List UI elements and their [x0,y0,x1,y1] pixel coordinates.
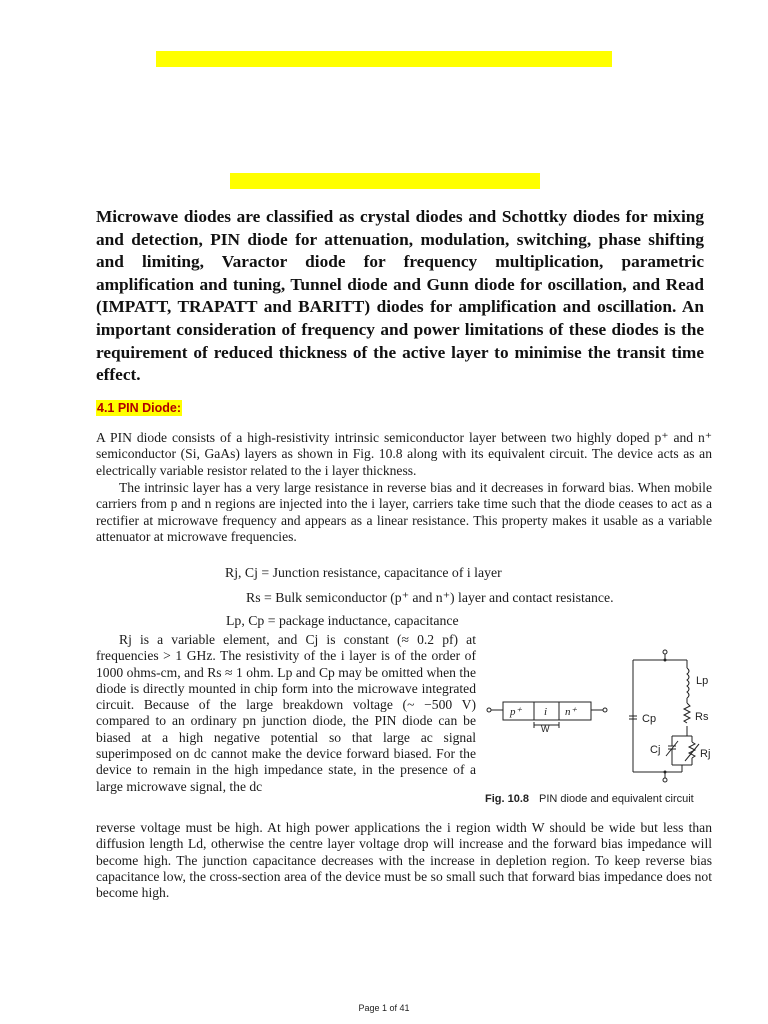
pin-diode-figure [480,640,720,790]
definition-rs: Rs = Bulk semiconductor (p⁺ and n⁺) layer and contact resistance. [246,590,614,605]
paragraph-2: The intrinsic layer has a very large resistance in reverse bias and it decreases in forward bias. When mobile carriers from p and n regions are injected into the i layer, carriers take time such that the diode ceases to act as a rectifier at microwave frequency and appears as a linear resistance. This property makes it usable as a variable attenuator at microwave frequencies. [96,480,712,544]
intro-paragraph: Microwave diodes are classified as crystal diodes and Schottky diodes for mixing and detection, PIN diode for attenuation, modulation, switching, phase shifting and limiting, Varactor diode for frequency multiplication, parametric amplification and tuning, Tunnel diode and Gunn diode for oscillation, and Read (IMPATT, TRAPATT and BARITT) diodes for amplification and oscillation. An important consideration of frequency and power limitations of these diodes is the requirement of reduced thickness of the active layer to minimise the transit time effect. [96,207,704,385]
i-region-label: i [544,706,548,718]
label-rj: Rj [700,748,711,760]
paragraph-4: reverse voltage must be high. At high power applications the i region width W should be wide but less than diffusion length Ld, otherwise the centre layer voltage drop will increase and the forward bias impedance will become high. The junction capacitance decreases with the increase in depletion region. To keep reverse bias capacitance low, the cross-section area of the device must be so small such that forward bias impedance does not become high. [96,820,712,901]
definition-rj-cj: Rj, Cj = Junction resistance, capacitance of i layer [225,565,502,580]
figure-caption [485,793,694,805]
paragraph-3: Rj is a variable element, and Cj is constant (≈ 0.2 pf) at frequencies > 1 GHz. The resistivity of the i layer is of the order of 1000 ohms-cm, and Rs ≈ 1 ohm. Lp and Cp may be omitted when the diode is directly mounted in chip form into the microwave integrated circuit. Because of the large breakdown voltage (~ −500 V) compared to an ordinary pn junction diode, the PIN diode can be biased at a high negative potential so that large ac signal superimposed on dc cannot make the device forward biased. For the device to remain in the high impedance state, in the presence of a large microwave signal, the dc [96,632,476,794]
figure-number: Fig. 10.8 [485,793,530,805]
header-highlight-bar [156,51,612,67]
section-title: 4.1 PIN Diode: [97,401,182,415]
p-region-label: p⁺ [510,706,522,718]
label-cp: Cp [642,713,657,725]
label-lp: Lp [696,675,709,687]
label-rs: Rs [695,711,709,723]
figure-caption-text: PIN diode and equivalent circuit [539,793,694,805]
equivalent-circuit [629,650,699,782]
inductor-lp-icon [687,668,689,698]
paragraph-1: A PIN diode consists of a high-resistivity intrinsic semiconductor layer between two highly doped p⁺ and n⁺ semiconductor (Si, GaAs) layers as shown in Fig. 10.8 along with its equivalent circuit. The device acts as an electrically variable resistor related to the i layer thickness. [96,430,712,478]
page-number-footer: Page 1 of 41 [358,1003,410,1013]
n-region-label: n⁺ [565,706,577,718]
resistor-rs-icon [684,703,690,723]
width-label: W [541,724,550,734]
definition-lp-cp: Lp, Cp = package inductance, capacitance [226,613,459,628]
label-cj: Cj [650,744,661,756]
subheader-highlight-bar [230,173,540,189]
